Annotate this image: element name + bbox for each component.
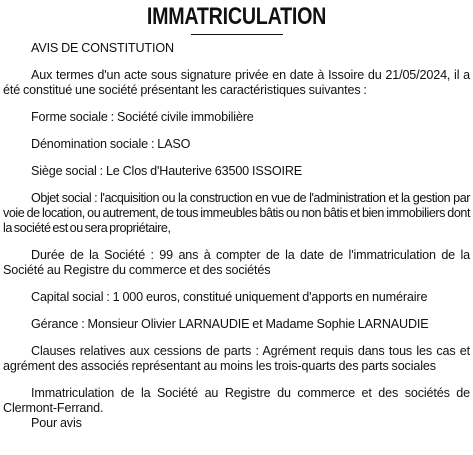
paragraph-intro: Aux termes d'un acte sous signature privée en date à Issoire du 21/05/2024, il a été constitué une société présentant les caractéristiques suivantes : [3, 68, 470, 97]
title-underline [191, 34, 283, 35]
paragraph-gerance: Gérance : Monsieur Olivier LARNAUDIE et Madame Sophie LARNAUDIE [31, 317, 429, 331]
notice-title: IMMATRICULATION [146, 3, 327, 30]
paragraph-siege-social: Siège social : Le Clos d'Hauterive 63500 ISSOIRE [31, 164, 303, 178]
paragraph-objet-social: Objet social : l'acquisition ou la construction en vue de l'administration et la gestion par voie de location, ou autrement, de tous immeubles bâtis ou non bâtis et bien immobiliers dont la société est ou sera propriétaire, [3, 191, 470, 235]
notice-body [3, 41, 470, 431]
paragraph-clauses: Clauses relatives aux cessions de parts : Agrément requis dans tous les cas et agrément des associés représentant au moins les trois-quarts des parts sociales [3, 344, 470, 373]
paragraph-pour-avis: Pour avis [31, 416, 82, 430]
paragraph-heading: AVIS DE CONSTITUTION [31, 41, 174, 55]
paragraph-denomination: Dénomination sociale : LASO [31, 137, 191, 151]
paragraph-duree: Durée de la Société : 99 ans à compter de la date de l'immatriculation de la Société au Registre du commerce et des sociétés [3, 248, 470, 277]
paragraph-forme-sociale: Forme sociale : Société civile immobilière [31, 110, 254, 124]
paragraph-immatriculation: Immatriculation de la Société au Registre du commerce et des sociétés de Clermont-Ferrand. [3, 386, 470, 415]
paragraph-capital: Capital social : 1 000 euros, constitué uniquement d'apports en numéraire [31, 290, 428, 304]
